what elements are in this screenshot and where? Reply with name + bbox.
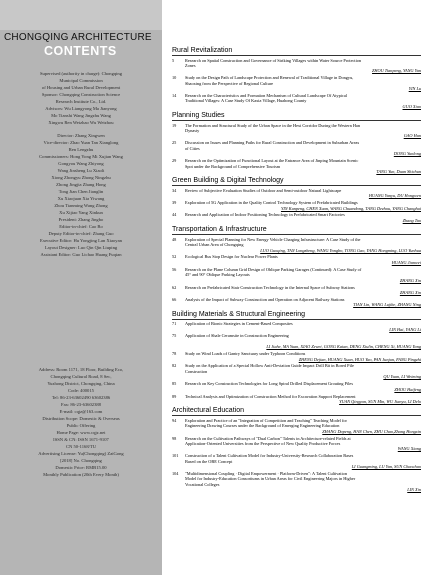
article-title-line: Application of Bionic Strategies in Cement-Based Composites (185, 321, 293, 327)
header-band (0, 0, 162, 30)
page-number: 66 (172, 296, 177, 302)
page-number: 89 (172, 393, 177, 399)
toc-entry[interactable] (172, 267, 421, 283)
article-authors: ZHOU Tianpeng, YANG Yan (372, 68, 421, 74)
sidebar-line: Vice-director: Zhao Yuan Tan Xianglong (43, 140, 119, 145)
article-authors: Zhang Tao (402, 217, 421, 223)
page-number: 29 (172, 158, 177, 164)
sidebar-line: Monthly Publication (20th Every Month) (43, 472, 119, 477)
sidebar-line: Distribution Scope: Domestic & Overseas (42, 416, 120, 421)
sidebar-line: Research Institute Co., Ltd. (55, 99, 107, 104)
toc-entry[interactable] (172, 140, 421, 156)
article-authors: ZHANG Xin (399, 277, 421, 283)
toc-entry[interactable] (172, 333, 421, 349)
article-title-line: Vocational Colleges (185, 481, 220, 487)
sidebar-line: Tong Jian Chen Jianglin (58, 189, 104, 194)
contents-title: CONTENTS (44, 44, 117, 58)
page-number: 101 (172, 453, 179, 459)
sidebar-line: Mo Tianshi Wang Jingzhu Wang (51, 113, 111, 118)
sidebar-line: Xingwu Ren Weizhao Wu Weizhou (48, 120, 114, 125)
sidebar-line: Assistant Editor: Guo Lichao Huang Fuqian (40, 252, 122, 257)
sidebar-line: Yuzhong District, Chongqing, China (47, 381, 115, 386)
article-title-line: Exploration of 5G Application in the Quality Control Technology System of Prefabricated Buildings (185, 200, 358, 206)
sidebar-line: Xu Xijiao Yang Xinkun (59, 210, 103, 215)
contact-info (4, 366, 158, 478)
sidebar-line: Advertising License: Yu(Chongqing) ZaiGong (38, 451, 124, 456)
page-number: 48 (172, 236, 177, 242)
sidebar-line: Domestic Price: RMB15.00 (55, 465, 107, 470)
article-authors: LIN Hai, YANG Li (389, 326, 421, 332)
sidebar-line: Address: Room 1171, 18 Floor, Building Eco, (38, 367, 124, 372)
article-title-line: Based on the OBE Concept (185, 458, 233, 464)
article-title (185, 75, 421, 86)
article-title (185, 200, 421, 205)
article-title-line: of Cities (185, 145, 200, 151)
article-authors: GUO Xiao (402, 103, 421, 109)
toc-entry[interactable] (172, 200, 421, 211)
article-title-line: Research on Key Construction Technologies for Long Spiral Drilled Displacement Grouting Piles (185, 381, 353, 387)
toc-entry[interactable] (172, 75, 421, 91)
article-authors: YUAN Qingyan, SUN Min, WU Jianyu, LI Delo (339, 398, 421, 404)
page-number: 14 (172, 92, 177, 98)
article-title (185, 237, 421, 248)
article-title (185, 351, 421, 356)
section-heading: Rural Revitalization (172, 44, 421, 56)
sidebar-line: ISSN & CN: ISSN 1671-9107 (53, 437, 109, 442)
toc-entry[interactable] (172, 237, 421, 253)
toc-entry[interactable] (172, 418, 421, 434)
article-title (185, 212, 421, 217)
article-title-line: "Multidimensional Coupling · Digital Empowerment · Platform-Driven": A Talent Cultivation (185, 470, 347, 476)
sidebar-line: Layout Designer: Luo Qin Qin Liuping (44, 245, 118, 250)
article-authors: WANG Xiang (397, 446, 421, 452)
sidebar-line: Xiong Zhongyu Zhong Ningzhu (51, 175, 111, 180)
sidebar-line: Commissioners: Hong Yong Mi Xujian Wang (39, 154, 123, 159)
journal-title: CHONGQING ARCHITECTURE (4, 32, 152, 43)
article-title-line: The Formation and Structural Study of the Urban Space in the Hexi Corridor During the Western Han (185, 122, 360, 128)
article-title-line: Application of Shale Ceramsite in Construction Engineering (185, 333, 289, 339)
article-title-line: Analysis of the Impact of Subway Construction and Operation on Adjacent Railway Stations (185, 296, 345, 302)
article-title-line: Study on the Design Path of Landscape Protection and Renewal of Traditional Village in Dongyu, (185, 75, 354, 81)
article-authors: TIAN Lin, WANG Lujihe, ZHANG Ning (353, 302, 421, 308)
article-title-line: Construction (185, 368, 208, 374)
sidebar-line: Sponsor: Chongqing Construction Science (41, 92, 121, 97)
article-authors: ZHANG Dapeng, HAN Chen, ZHU Chao,Zhang Hongxin (322, 428, 421, 434)
toc-entry[interactable] (172, 297, 421, 308)
article-title (185, 453, 421, 464)
article-title-line: Construction of a Talent Cultivation Model for Industry-University-Research Collaboration Bases (185, 453, 354, 459)
toc-entry[interactable] (172, 285, 421, 296)
sidebar-line: Code: 400015 (68, 388, 94, 393)
article-title-line: Research on Prefabricated Stair Construction Technology in the Internal Space of Subway Stations (185, 284, 355, 290)
masthead-sidebar (0, 0, 162, 575)
sidebar-line: Gongyou Wang Zhiyong (58, 161, 104, 166)
toc-entry[interactable] (172, 436, 421, 452)
article-authors: LI Jiahe, MA Yuan, XIAO Zewei, GONG Kaian, DENG Xiulin, CHENG Xi, HUANG Yang (266, 344, 421, 350)
section-heading: Transportation & Infrastructure (172, 223, 421, 235)
article-authors: GAO Han (403, 133, 421, 139)
sidebar-line: of Housing and Urban Rural Development (41, 85, 121, 90)
article-title (185, 58, 421, 69)
toc-entry[interactable] (172, 381, 421, 392)
sidebar-line: President: Zhang Jingbo (58, 217, 104, 222)
toc-entry[interactable] (172, 188, 421, 199)
article-authors: YIN Lu (408, 86, 421, 92)
article-title-line: Application-Oriented Universities from the Perspective of New Quality Productive Forces (185, 440, 341, 446)
toc-entry[interactable] (172, 93, 421, 109)
article-title-line: Central Urban Area of Chongqing (185, 242, 244, 248)
toc-entry[interactable] (172, 394, 421, 405)
article-authors: HUANG Jianwei (391, 259, 421, 265)
article-title (185, 363, 421, 374)
article-title-line: Research on the Plane Column Grid Design of Oblique Parking Garages (Continued): A Case Study of (185, 266, 362, 272)
page-number: 52 (172, 254, 177, 260)
sidebar-line: Tel: 86-23-63602490 63602386 (51, 395, 111, 400)
article-authors: QU Yuan, LI Weiming (383, 374, 421, 380)
article-title-line: Model for Industry-Education Consortiums in Urban Areas for Civil Engineering Majors in Higher (185, 476, 356, 482)
article-title-line: Exploration of Special Planning for New Energy Vehicle Charging Infrastructure: A Case Study of the (185, 236, 361, 242)
article-title (185, 285, 421, 290)
toc-entry[interactable] (172, 123, 421, 139)
article-title-line: 45° and 90° Oblique Parking Layouts (185, 272, 250, 278)
sidebar-line: Deputy Editor-in-chief: Zhang Guo (48, 231, 114, 236)
page-number: 78 (172, 351, 177, 357)
article-authors: TANG Yun, Duan Shichun (376, 168, 421, 174)
page-number: 71 (172, 321, 177, 327)
section-heading: Building Materials & Structural Engineering (172, 308, 421, 320)
sidebar-line: Ren Lengzhu (68, 147, 94, 152)
article-title-line: Ecological Bus Stop Design for Nuclear Power Plants (185, 254, 278, 260)
article-title (185, 418, 421, 429)
article-title-line: Study on Wind Loads of Gantry Sanctuary under Typhoon Conditions (185, 351, 306, 357)
toc-entry[interactable] (172, 321, 421, 332)
article-title-line: Zones (185, 62, 196, 68)
page-number: 104 (172, 470, 179, 476)
article-title-line: Research on Spatial Construction and Governance of Striking Villages within Water Source Protection (185, 57, 362, 63)
sidebar-line: [2018] No. Chongqing (60, 458, 102, 463)
section-heading: Planning Studies (172, 109, 421, 121)
sidebar-line: Wang Jinsheng Lu Xiaoli (57, 168, 105, 173)
article-title (185, 333, 421, 344)
article-authors: LUO Guoqing, TAN Longzheng, WANG Yongbo, TONG Gao, YANG Hongming, LUO Yunhua (260, 247, 421, 253)
page-number: 39 (172, 200, 177, 206)
sidebar-line: Director: Zhang Xingwen (57, 133, 105, 138)
toc-entry[interactable] (172, 158, 421, 174)
article-title (185, 254, 421, 259)
sidebar-line: CN 50-1168/TU (65, 444, 97, 449)
article-title-line: Research and Application of Indoor Positioning Technology in Prefabricated Smart Factories (185, 212, 345, 218)
article-title (185, 321, 421, 326)
article-title (185, 140, 421, 151)
toc-entry[interactable] (172, 212, 421, 223)
sidebar-line: Zhong Jingjia Zhang Hong (56, 182, 106, 187)
article-authors: LIN Xin (407, 487, 421, 493)
toc-entry[interactable] (172, 471, 421, 493)
article-title-line: Spot under the Background of Comprehensive Tourism (185, 163, 281, 169)
page-number: 25 (172, 140, 177, 146)
page-number: 62 (172, 284, 177, 290)
sidebar-line: Home Page: www.cqjz.net (56, 430, 106, 435)
article-title-line: Traditional Villages: A Case Study Of Kaxia Village, Huahong County (185, 98, 307, 104)
toc-entry[interactable] (172, 453, 421, 469)
article-title-line: Dynasty (185, 128, 200, 134)
article-authors: YIN Kunpeng, CHEN Xuan, WANG Chuandong, TANG Dezhou, YANG Changhui (280, 205, 421, 211)
article-title (185, 381, 421, 386)
section-heading: Green Building & Digital Technology (172, 174, 421, 186)
page-number: 94 (172, 417, 177, 423)
page-number: 56 (172, 266, 177, 272)
sidebar-line: Zhou Tianming Wang Zhong (54, 203, 108, 208)
page-number: 75 (172, 333, 177, 339)
article-title-line: Study on the Application of a Special Hollow Anti-Deviation Guide Impact Drill Bit in Bored Pile (185, 363, 354, 369)
article-title (185, 93, 421, 104)
article-authors: LI Guangming, LU Yan, SUN Chaochao (351, 464, 421, 470)
page-number: 34 (172, 187, 177, 193)
article-title-line: Research on the Cultivation Pathways of "Dual Carbon" Talents in Architecture-related Fields at (185, 435, 351, 441)
sidebar-line: Fax: 86-23-63602388 (61, 402, 101, 407)
article-title-line: Research on the Optimization of Functional Layout at the Entrance Area of Jinping Mountain Scenic (185, 158, 359, 164)
section-heading: Architectural Education (172, 404, 421, 416)
toc-entry[interactable] (172, 58, 421, 74)
sponsor-info (4, 70, 158, 126)
page-number: 5 (172, 57, 175, 63)
sidebar-line: Public Offering (66, 423, 96, 428)
article-authors: DONG Yunlong (393, 151, 421, 157)
article-title (185, 158, 421, 169)
toc-entry[interactable] (172, 254, 421, 265)
article-authors: ZHANG Xin (399, 289, 421, 295)
page-number: 82 (172, 363, 177, 369)
article-title (185, 123, 421, 134)
sidebar-line: Xu Xiaojuan Xia Yiwang (57, 196, 105, 201)
sidebar-line: E-mail: cqjz@163.com (59, 409, 103, 414)
article-authors: ZHENG Dejian, HUANG Xuan, HUO Yao, PAN Junjun, FANG Pingzhi (298, 356, 421, 362)
article-title-line: Engineering Drawing Courses under the Background of Emerging Engineering Education (185, 423, 340, 429)
toc-entry[interactable] (172, 351, 421, 362)
toc-entry[interactable] (172, 363, 421, 379)
article-title (185, 436, 421, 447)
sidebar-line: Editor-in-chief: Cao Bo (59, 224, 103, 229)
sidebar-line: Executive Editor: Hu Yongjing Lan Xiaoyan (40, 238, 122, 243)
sidebar-line: Chongqing Cultural Road, 8 Sec, (50, 374, 112, 379)
page-number: 98 (172, 435, 177, 441)
article-authors: ZHOU Haifeng (394, 386, 421, 392)
article-title (185, 471, 421, 487)
sidebar-line: Municipal Commission (59, 78, 103, 83)
editorial-board (4, 132, 158, 258)
table-of-contents (172, 44, 421, 493)
page-number: 85 (172, 381, 177, 387)
article-title-line: Shaoxing from the Perspective of Regional Culture (185, 80, 274, 86)
sidebar-line: Supervised (authority in charge): Chongqing (39, 71, 123, 76)
article-title (185, 267, 421, 278)
article-authors: HUANG Yanyu, DU Hongwen (368, 193, 421, 199)
article-title-line: Discussion on Issues and Planning Paths for Rural Construction and Development in Suburban Areas (185, 140, 360, 146)
article-title-line: Research on the Characteristics and Formation Mechanism of Cultural Landscape Of Atypical (185, 92, 347, 98)
page-number: 10 (172, 75, 177, 81)
article-title-line: Technical Analysis and Optimization of Construction Method for Excavation Support Replacement (185, 393, 356, 399)
article-title-line: Exploration and Practice of an "Integration of Competition and Teaching" Teaching Model for (185, 417, 347, 423)
article-title-line: Review of Subjective Evaluation Studies of Outdoor and Semi-outdoor Natural Lightscape (185, 187, 342, 193)
page-number: 44 (172, 212, 177, 218)
page-number: 19 (172, 122, 177, 128)
sidebar-line: Advisors: Wu Liangyong Ma Jianyong (45, 106, 117, 111)
